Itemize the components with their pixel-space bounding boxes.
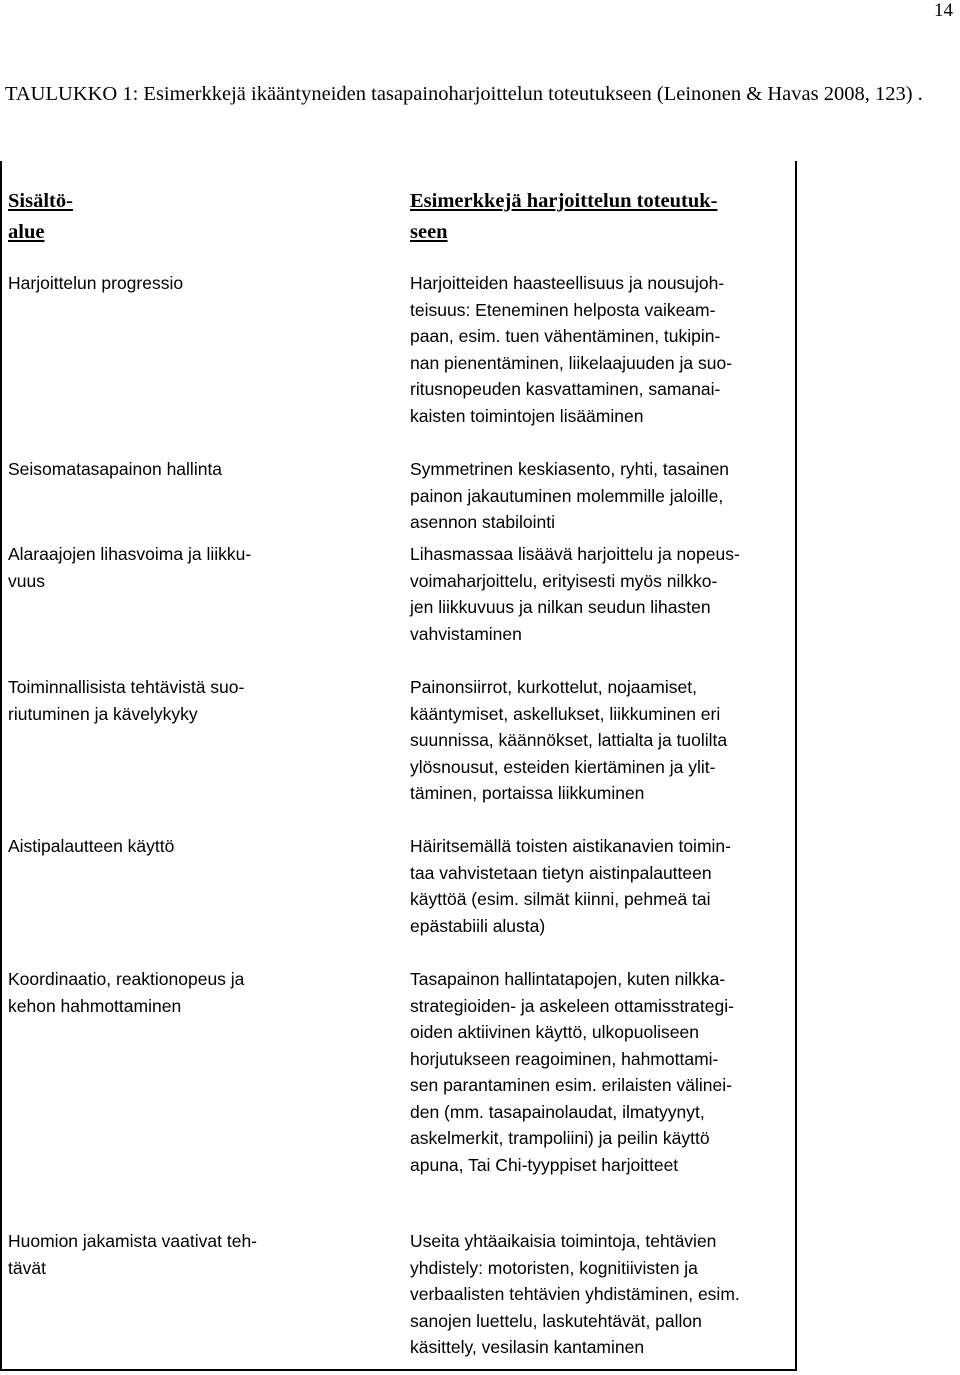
area-line: Harjoittelun progressio bbox=[8, 273, 184, 293]
example-line: painon jakautuminen molemmille jaloille, bbox=[410, 485, 724, 506]
example-line: strategioiden- ja askeleen ottamisstrategi- bbox=[410, 995, 734, 1016]
example-line: jen liikkuvuus ja nilkan seudun lihasten bbox=[410, 597, 711, 617]
header-line: seen bbox=[410, 221, 448, 243]
example-line: horjutukseen reagoiminen, hahmottami- bbox=[410, 1048, 719, 1069]
example-line: voimaharjoittelu, erityisesti myös nilkko- bbox=[410, 570, 718, 591]
area-line: Aistipalautteen käyttö bbox=[8, 836, 175, 856]
example-line: Tasapainon hallintatapojen, kuten nilkka- bbox=[410, 969, 726, 989]
example-line: den (mm. tasapainolaudat, ilmatyynyt, bbox=[410, 1101, 705, 1122]
area-line: Seisomatasapainon hallinta bbox=[8, 459, 223, 479]
area-line: Huomion jakamista vaativat teh- bbox=[8, 1231, 257, 1251]
area-line: vuus bbox=[8, 570, 45, 591]
example-line: taa vahvistetaan tietyn aistinpalautteen bbox=[410, 862, 712, 883]
header-content-area bbox=[8, 186, 73, 248]
header-examples bbox=[410, 186, 717, 248]
example-line: epästabiili alusta) bbox=[410, 915, 546, 936]
example-line: vahvistaminen bbox=[410, 623, 522, 644]
area-line: Koordinaatio, reaktionopeus ja bbox=[8, 969, 245, 989]
table-caption: TAULUKKO 1: Esimerkkejä ikääntyneiden tasapainoharjoittelun toteutukseen (Leinonen & Havas 2008, 123) . bbox=[5, 83, 923, 105]
table-row-area bbox=[8, 1228, 257, 1281]
example-line: nan pienentäminen, liikelaajuuden ja suo- bbox=[410, 352, 733, 373]
table-row-area bbox=[8, 674, 244, 727]
table-row-area bbox=[8, 966, 244, 1019]
header-line: alue bbox=[8, 221, 45, 243]
example-line: Harjoitteiden haasteellisuus ja nousujoh- bbox=[410, 273, 725, 293]
example-line: käyttöä (esim. silmät kiinni, pehmeä tai bbox=[410, 889, 711, 909]
example-line: täminen, portaissa liikkuminen bbox=[410, 783, 645, 803]
example-line: oiden aktiivinen käyttö, ulkopuoliseen bbox=[410, 1022, 699, 1042]
header-line: Sisältö- bbox=[8, 190, 73, 212]
example-line: ylösnousut, esteiden kiertäminen ja ylit- bbox=[410, 756, 716, 777]
table-border-right bbox=[795, 161, 797, 1371]
example-line: Useita yhtäaikaisia toimintoja, tehtävien bbox=[410, 1231, 717, 1251]
area-line: kehon hahmottaminen bbox=[8, 995, 182, 1016]
table-row-area bbox=[8, 270, 183, 297]
table-row-example bbox=[410, 833, 731, 939]
example-line: Painonsiirrot, kurkottelut, nojaamiset, bbox=[410, 677, 697, 697]
example-line: sen parantaminen esim. erilaisten välinei- bbox=[410, 1075, 732, 1095]
example-line: teisuus: Eteneminen helposta vaikeam- bbox=[410, 299, 716, 320]
area-line: Toiminnallisista tehtävistä suo- bbox=[8, 677, 245, 697]
table-row-example bbox=[410, 1228, 740, 1361]
example-line: yhdistely: motoristen, kognitiivisten ja bbox=[410, 1257, 698, 1278]
example-line: Symmetrinen keskiasento, ryhti, tasainen bbox=[410, 459, 730, 479]
page-number: 14 bbox=[934, 0, 953, 21]
example-line: verbaalisten tehtävien yhdistäminen, esim. bbox=[410, 1284, 740, 1304]
area-line: tävät bbox=[8, 1257, 46, 1278]
example-line: kaisten toimintojen lisääminen bbox=[410, 405, 644, 426]
example-line: sanojen luettelu, laskutehtävät, pallon bbox=[410, 1310, 702, 1331]
example-line: Häiritsemällä toisten aistikanavien toimin- bbox=[410, 836, 731, 856]
example-line: ritusnopeuden kasvattaminen, samanai- bbox=[410, 379, 721, 399]
area-line: riutuminen ja kävelykyky bbox=[8, 703, 198, 724]
table-row-area bbox=[8, 456, 222, 483]
table-row-area bbox=[8, 541, 251, 594]
table-row-example bbox=[410, 456, 729, 536]
table-row-area bbox=[8, 833, 174, 860]
example-line: apuna, Tai Chi-tyyppiset harjoitteet bbox=[410, 1154, 679, 1175]
table-row-example bbox=[410, 270, 732, 429]
table-row-example bbox=[410, 541, 740, 647]
header-line: Esimerkkejä harjoittelun toteutuk- bbox=[410, 190, 718, 212]
area-line: Alaraajojen lihasvoima ja liikku- bbox=[8, 544, 252, 564]
example-line: suunnissa, käännökset, lattialta ja tuolilta bbox=[410, 730, 728, 750]
table-row-example bbox=[410, 674, 727, 807]
table-border-left bbox=[0, 161, 2, 1371]
example-line: käsittely, vesilasin kantaminen bbox=[410, 1337, 645, 1357]
example-line: Lihasmassaa lisäävä harjoittelu ja nopeus- bbox=[410, 544, 740, 564]
example-line: askelmerkit, trampoliini) ja peilin käyttö bbox=[410, 1128, 710, 1148]
table-border-bottom bbox=[0, 1369, 797, 1371]
example-line: asennon stabilointi bbox=[410, 512, 555, 532]
example-line: kääntymiset, askellukset, liikkuminen eri bbox=[410, 703, 721, 724]
table-row-example bbox=[410, 966, 734, 1178]
example-line: paan, esim. tuen vähentäminen, tukipin- bbox=[410, 326, 721, 346]
